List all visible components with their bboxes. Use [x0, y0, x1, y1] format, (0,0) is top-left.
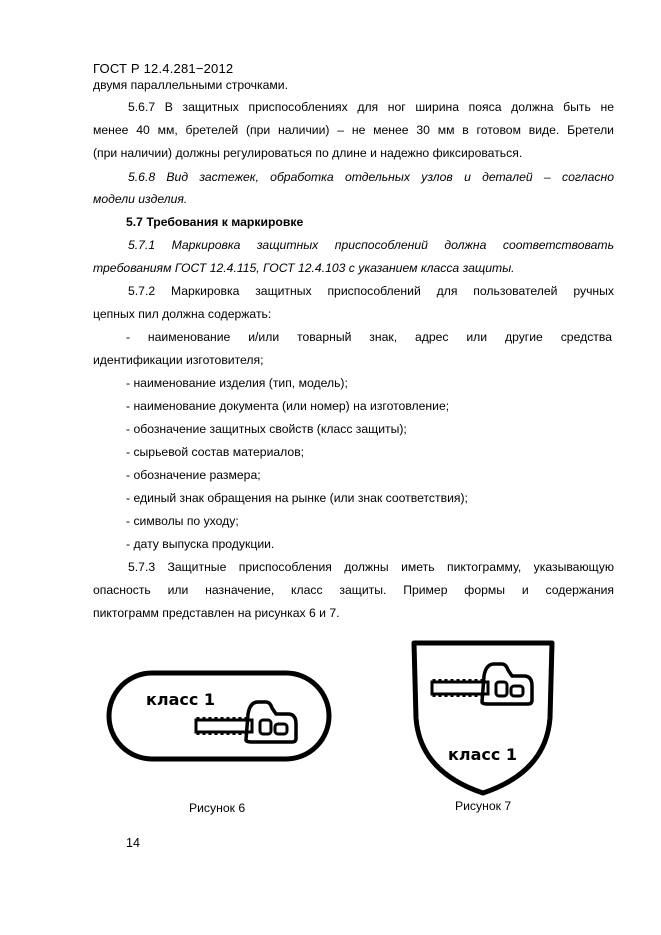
list-item: - наименование изделия (тип, модель);	[126, 376, 348, 390]
text-line: опасность или назначение, класс защиты. Пример формы и содержания	[93, 583, 614, 597]
clause-5-6-7: 5.6.7 В защитных приспособлениях для ног ширина пояса должна быть не	[128, 100, 614, 114]
clause-5-7-3: 5.7.3 Защитные приспособления должны иметь пиктограмму, указывающую	[128, 560, 614, 574]
figure-6-pictogram	[106, 670, 332, 762]
text-line: (при наличии) должны регулироваться по длине и надежно фиксироваться.	[93, 146, 523, 160]
chainsaw-icon	[432, 664, 532, 704]
text-line: требованиям ГОСТ 12.4.115, ГОСТ 12.4.103 с указанием класса защиты.	[93, 261, 515, 275]
document-header: ГОСТ Р 12.4.281−2012	[93, 61, 234, 76]
figure-7-label: класс 1	[448, 745, 518, 764]
figure-6-label: класс 1	[146, 690, 216, 709]
list-item: - обозначение защитных свойств (класс защиты);	[126, 422, 407, 436]
text-line: пиктограмм представлен на рисунках 6 и 7.	[93, 606, 340, 620]
list-item: - обозначение размера;	[126, 468, 261, 482]
section-heading-5-7: 5.7 Требования к маркировке	[126, 215, 304, 229]
clause-5-6-8: 5.6.8 Вид застежек, обработка отдельных узлов и деталей – согласно	[128, 170, 614, 184]
clause-5-7-2: 5.7.2 Маркировка защитных приспособлений для пользователей ручных	[128, 284, 614, 298]
list-item: - наименование документа (или номер) на изготовление;	[126, 399, 450, 413]
text-line: менее 40 мм, бретелей (при наличии) – не менее 30 мм в готовом виде. Бретели	[93, 123, 614, 137]
list-item: - единый знак обращения на рынке (или знак соответствия);	[126, 491, 468, 505]
figure-7-pictogram	[410, 640, 556, 796]
text-line: идентификации изготовителя;	[93, 353, 264, 367]
figure-6-caption: Рисунок 6	[189, 801, 246, 815]
list-item: - дату выпуска продукции.	[126, 537, 275, 551]
list-item: - символы по уходу;	[126, 514, 239, 528]
text-line: модели изделия.	[93, 192, 188, 206]
list-item: - наименование и/или товарный знак, адрес или другие средства	[126, 330, 612, 344]
list-item: - сырьевой состав материалов;	[126, 445, 305, 459]
figure-7-caption: Рисунок 7	[455, 799, 512, 813]
clause-5-7-1: 5.7.1 Маркировка защитных приспособлений должна соответствовать	[128, 238, 614, 252]
text-line: двумя параллельными строчками.	[93, 78, 288, 92]
text-line: цепных пил должна содержать:	[93, 307, 272, 321]
page-number: 14	[126, 836, 140, 850]
